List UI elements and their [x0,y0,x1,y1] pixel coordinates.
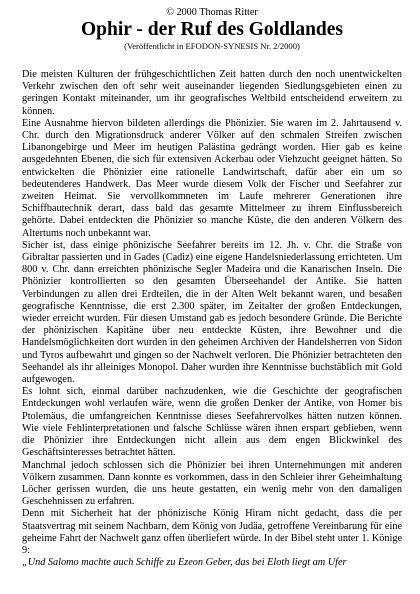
paragraph: Die meisten Kulturen der frühgeschichtlichen Zeit hatten durch den noch unentwickelten Verkehr zwischen den oft sehr weit auseinander liegenden Siedlungsgebieten einen zu geringen Kontakt miteinander, um ihr geografisches Weltbild entscheidend erweitern zu können. [22,69,402,117]
paragraph: Eine Ausnahme hiervon bildeten allerdings die Phönizier. Sie waren im 2. Jahrtausend v. Chr. durch den Migrationsdruck anderer Völker auf den schmalen Streifen zwischen Libanongebirge und Meer im heutigen Palästina gedrängt worden. Hier gab es keine ausgedehnten Ebenen, die sich für extensiven Ackerbau oder Viehzucht geeignet hätten. So entwickelten die Phönizier eine rationelle Landwirtschaft, dafür aber ein um so bedeutenderes Handwerk. Das Meer wurde diesem Volk der Fischer und Seefahrer zur zweiten Heimat. Sie vervollkommneten im Laufe mehrerer Generationen ihre Schiffbautechnik derart, dass bald das gesamte Mittelmeer zu ihrem Einflussbereich gehörte. Dabei entdeckten die Phönizier so manche Küste, die den anderen Völkern des Altertums noch unbekannt war. [22,117,402,239]
copyright-line: © 2000 Thomas Ritter [166,7,258,18]
paragraph: Denn mit Sicherheit hat der phönizische König Hiram nicht gedacht, dass die per Staatsvertrag mit seinem Nachbarn, dem König von Judäa, getroffene Vereinbarung für eine geheime Fahrt der Nachwelt ganz offen überliefert würde. In der Bibel steht unter 1. Könige 9: [22,508,402,556]
article-body [22,69,402,569]
publication-note: (Veröffentlicht in EFODON-SYNESIS Nr. 2/2000) [124,41,300,51]
bible-quote: „Und Salomo machte auch Schiffe zu Ezeon Geber, das bei Eloth liegt am Ufer [22,557,347,569]
paragraph: Manchmal jedoch schlossen sich die Phönizier bei ihren Unternehmungen mit anderen Völkern zusammen. Dann konnte es vorkommen, dass in den Schleier ihrer Geheimhaltung Löcher gerissen wurden, die uns heute gestatten, ein wenig mehr von den damaligen Geschehnissen zu erfahren. [22,459,402,508]
paragraph: Sicher ist, dass einige phönizische Seefahrer bereits im 12. Jh. v. Chr. die Straße von Gibraltar passierten und in Gades (Cadiz) eine eigene Handelsniederlassung errichteten. Um 800 v. Chr. dann erreichten phönizische Segler Madeira und die Kanarischen Inseln. Die Phönizier kontrollierten so den gesamten Überseehandel der Antike. Sie hatten Verbindungen zu allen drei Erdteilen, die in der Alten Welt bekannt waren, und besaßen geografische Kenntnisse, die erst 2.300 später, im Zeitalter der großen Entdeckungen, wieder erreicht wurden. Für diesen Umstand gab es jedoch besondere Gründe. Die Berichte der phönizischen Kapitäne über neu entdeckte Küsten, ihre Bewohner und die Handelsmöglichkeiten dort wurden in den geheimen Archiven der Handelsherren von Sidon und Tyros aufbewahrt und gingen so der Nachwelt verloren. Die Phönizier betrachteten den Seehandel als ihr alleiniges Monopol. Daher wurden ihre Kenntnisse buchstäblich mit Gold aufgewogen. [22,239,402,386]
paragraph: Es lohnt sich, einmal darüber nachzudenken, wie die Geschichte der geografischen Entdeckungen wohl verlaufen wäre, wenn die großen Denker der Antike, von Homer bis Ptolemäus, die umfangreichen Kenntnisse dieses Seefahrervolkes hätten nutzen können. Wie viele Fehlinterpretationen und falsche Schlüsse wären ihnen erspart geblieben, wenn die Phönizier ihre Entdeckungen nicht allein aus dem engen Blickwinkel des Geschäftsinteresses betrachtet hätten. [22,386,402,459]
article-title: Ophir - der Ruf des Goldlandes [80,19,344,40]
